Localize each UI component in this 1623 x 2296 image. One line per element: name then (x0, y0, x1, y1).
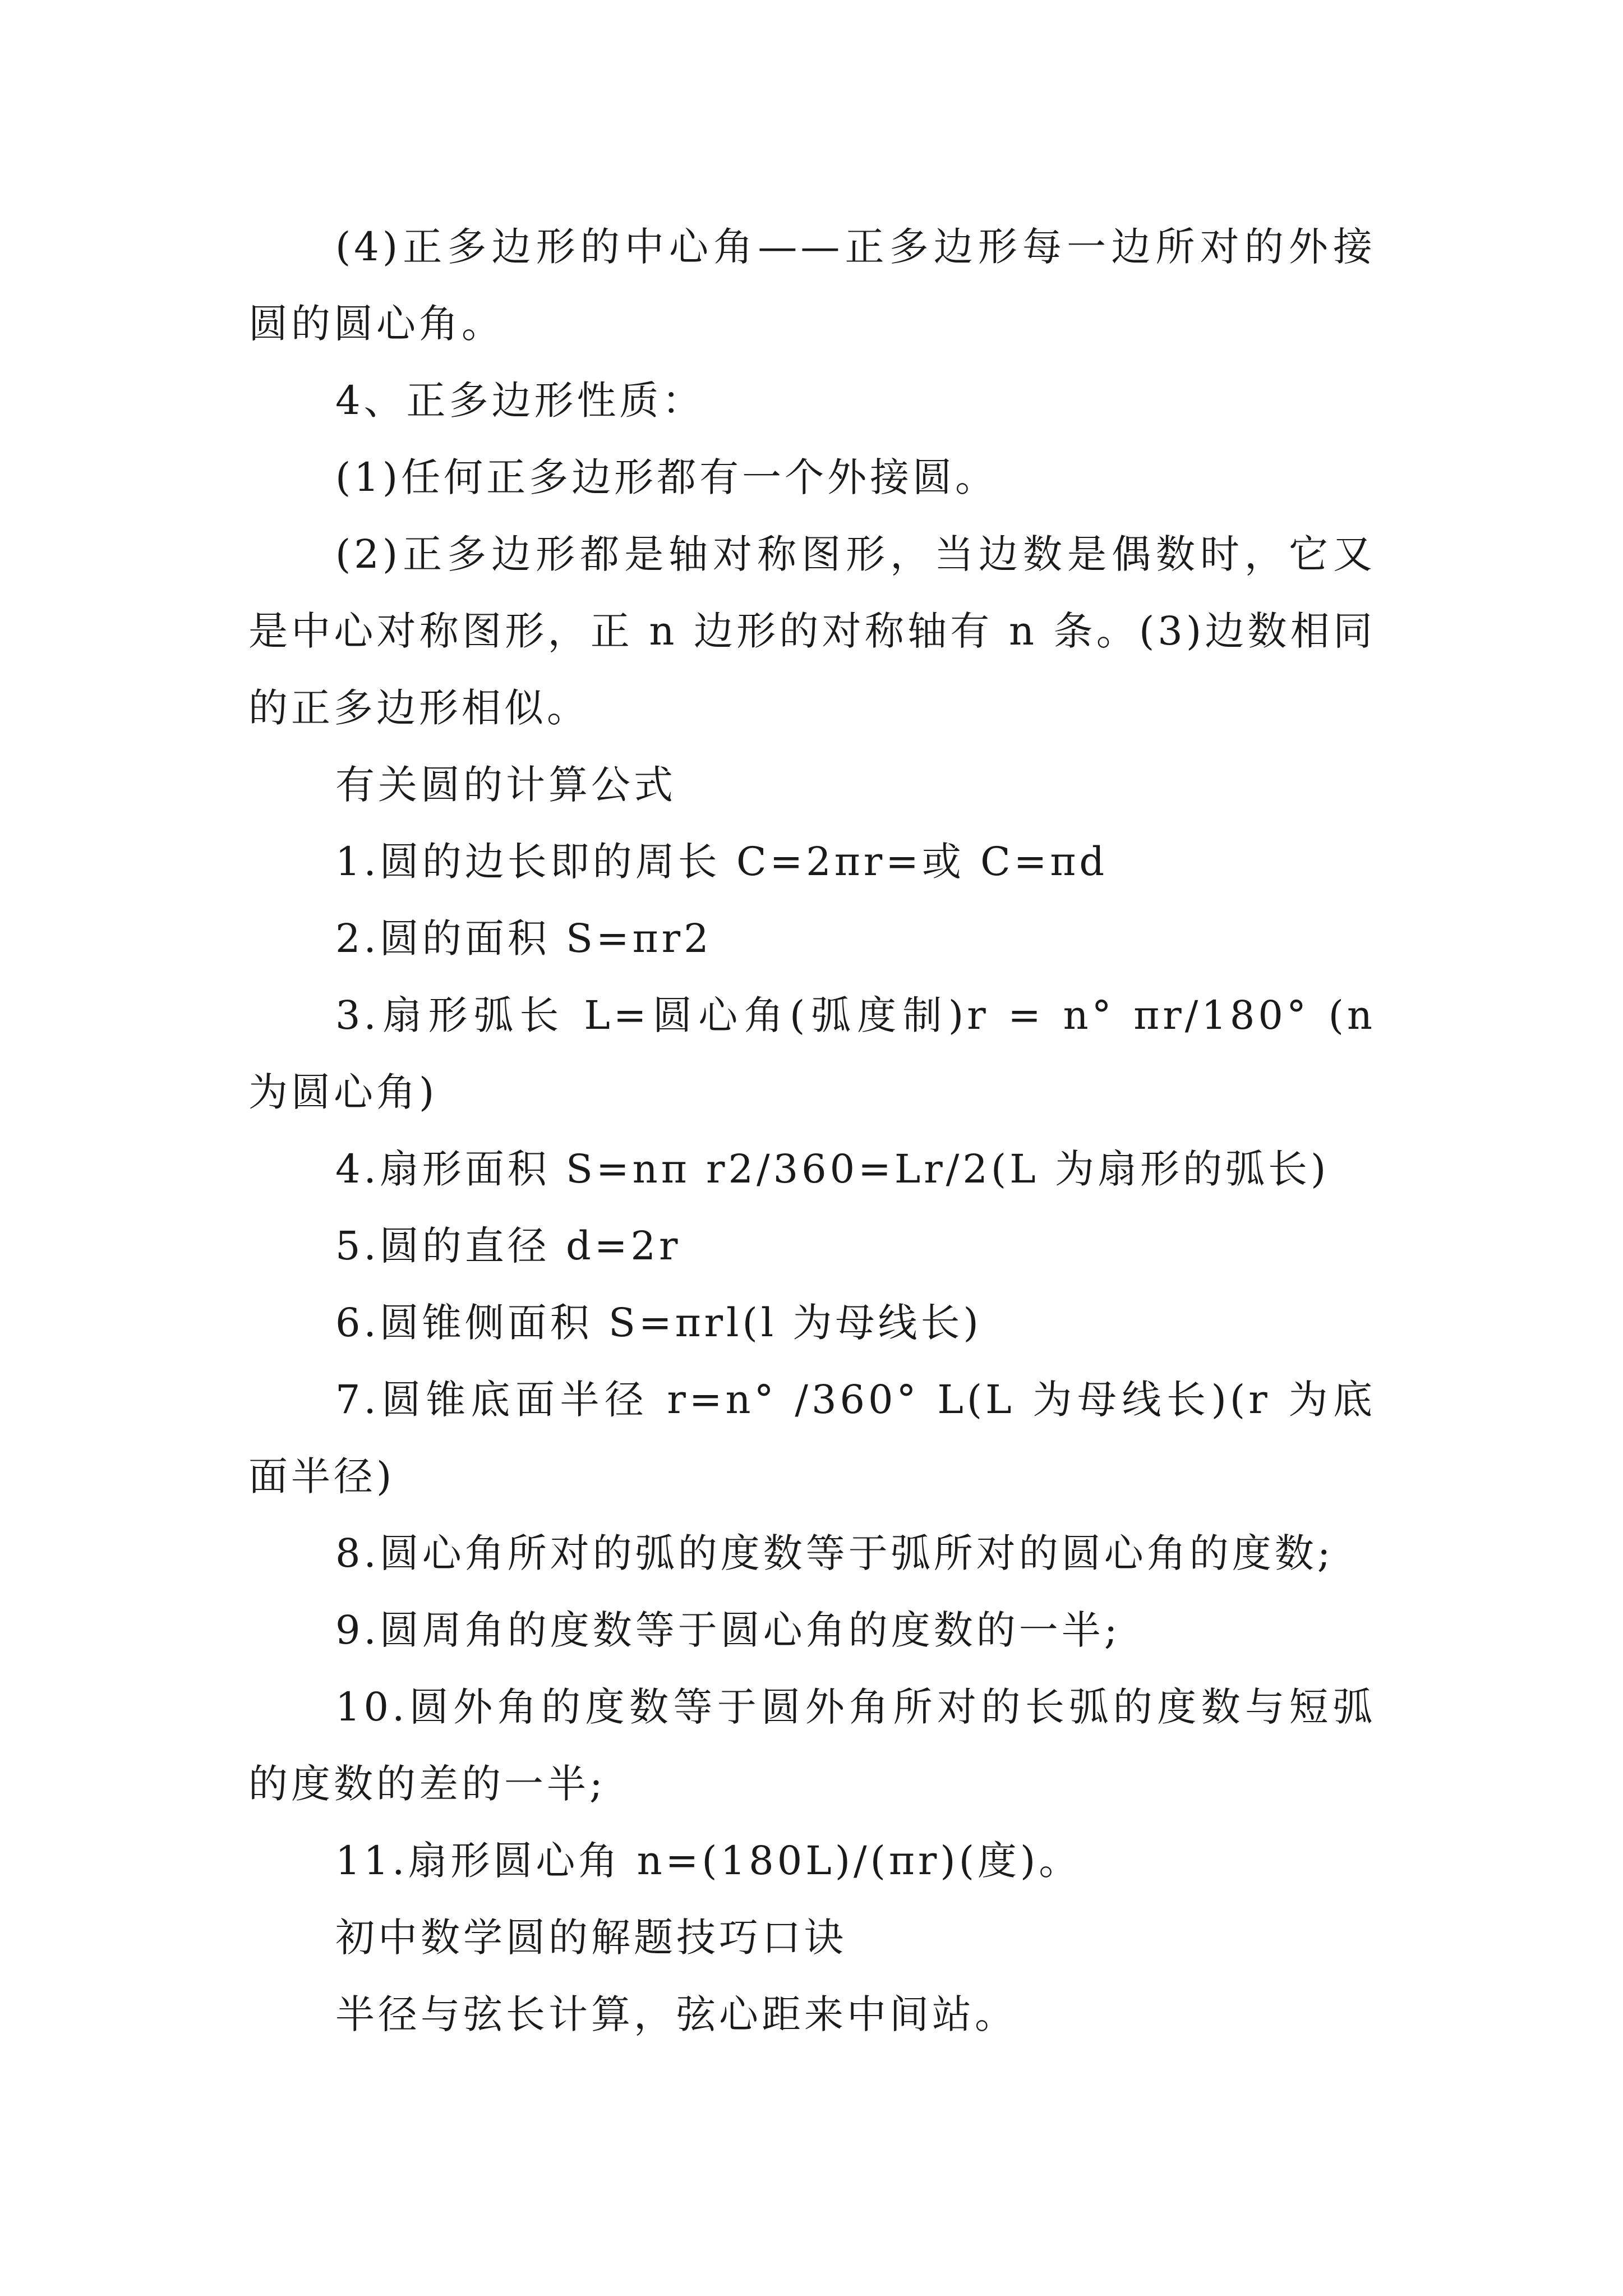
paragraph-formula-3: 3.扇形弧长 L=圆心角(弧度制)r = n° πr/180° (n 为圆心角) (248, 992, 1376, 1115)
paragraph-formula-11: 11.扇形圆心角 n=(180L)/(πr)(度)。 (335, 1838, 1082, 1884)
paragraph-polygon-properties-heading: 4、正多边形性质： (335, 378, 705, 424)
paragraph-formula-2: 2.圆的面积 S=πr2 (335, 915, 712, 961)
paragraph-circle-formulas-heading: 有关圆的计算公式 (335, 762, 676, 808)
paragraph-property-1: (1)任何正多边形都有一个外接圆。 (335, 454, 998, 500)
paragraph-formula-1: 1.圆的边长即的周长 C=2πr=或 C=πd (335, 839, 1108, 885)
paragraph-formula-9: 9.圆周角的度数等于圆心角的度数的一半; (335, 1607, 1121, 1653)
document-body (248, 209, 1376, 2053)
paragraph-formula-8: 8.圆心角所对的弧的度数等于弧所对的圆心角的度数; (335, 1530, 1334, 1576)
paragraph-formula-7: 7.圆锥底面半径 r=n° /360° L(L 为母线长)(r 为底面半径) (248, 1377, 1376, 1499)
paragraph-formula-10: 10.圆外角的度数等于圆外角所对的长弧的度数与短弧的度数的差的一半; (248, 1684, 1376, 1807)
paragraph-formula-4: 4.扇形面积 S=nπ r2/360=Lr/2(L 为扇形的弧长) (335, 1146, 1330, 1192)
paragraph-tips-heading: 初中数学圆的解题技巧口诀 (335, 1915, 847, 1961)
paragraph-tip-1: 半径与弦长计算，弦心距来中间站。 (335, 1991, 1017, 2037)
paragraph-formula-5: 5.圆的直径 d=2r (335, 1223, 681, 1269)
paragraph-formula-6: 6.圆锥侧面积 S=πrl(l 为母线长) (335, 1300, 982, 1346)
paragraph-property-2-3: (2)正多边形都是轴对称图形，当边数是偶数时，它又是中心对称图形，正 n 边形的对称轴有 n 条。(3)边数相同的正多边形相似。 (248, 531, 1376, 731)
paragraph-central-angle: (4)正多边形的中心角——正多边形每一边所对的外接圆的圆心角。 (248, 224, 1376, 347)
